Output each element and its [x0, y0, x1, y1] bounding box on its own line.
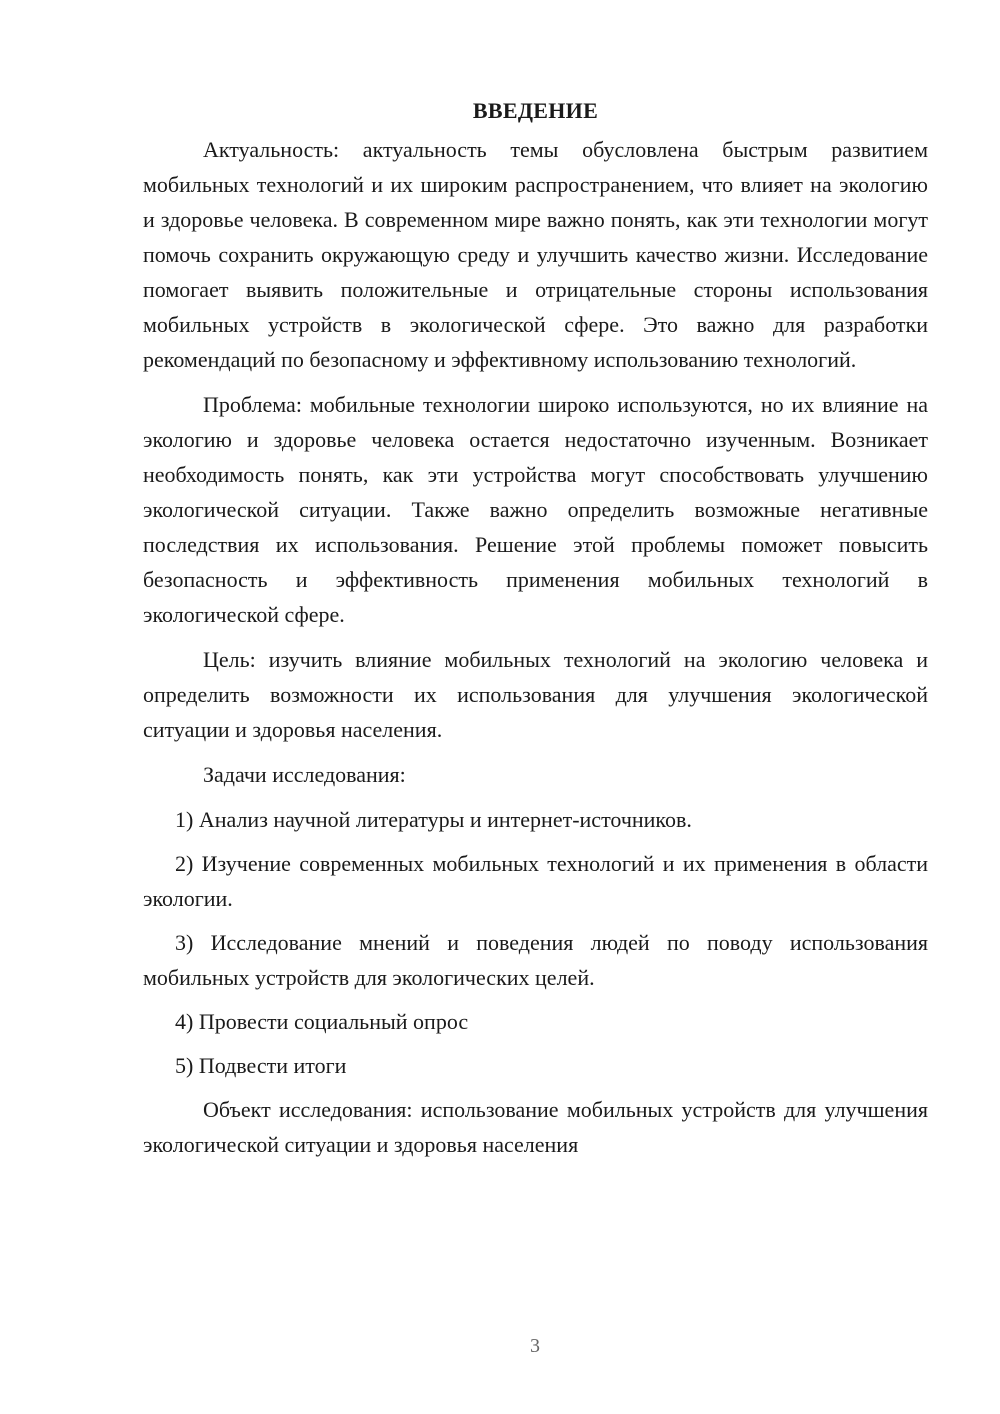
task-item-3: 3) Исследование мнений и поведения людей по поводу использования мобильных устройств для экологических целей. — [143, 930, 928, 990]
problem-paragraph: Проблема: мобильные технологии широко используются, но их влияние на экологию и здоровье человека остается недостаточно изученным. Возникает необходимость понять, как эти устройства могут способствовать улучшению экологической ситуации. Также важно определить возможные негативные последствия их использования. Решение этой проблемы поможет повысить безопасность и эффективность применения мобильных технологий в экологической сфере. — [143, 392, 928, 627]
page-number: 3 — [530, 1335, 540, 1357]
text-body — [143, 96, 928, 1172]
tasks-heading: Задачи исследования: — [203, 762, 406, 787]
goal-paragraph: Цель: изучить влияние мобильных технологий на экологию человека и определить возможности их использования для улучшения экологической ситуации и здоровья населения. — [143, 647, 928, 742]
task-item-5: 5) Подвести итоги — [175, 1053, 347, 1078]
task-item-4: 4) Провести социальный опрос — [175, 1009, 469, 1034]
task-item-1: 1) Анализ научной литературы и интернет-источников. — [175, 807, 692, 832]
relevance-paragraph: Актуальность: актуальность темы обусловлена быстрым развитием мобильных технологий и их широким распространением, что влияет на экологию и здоровье человека. В современном мире важно понять, как эти технологии могут помочь сохранить окружающую среду и улучшить качество жизни. Исследование помогает выявить положительные и отрицательные стороны использования мобильных устройств в экологической сфере. Это важно для разработки рекомендаций по безопасному и эффективному использованию технологий. — [143, 137, 928, 372]
object-paragraph: Объект исследования: использование мобильных устройств для улучшения экологической ситуации и здоровья населения — [143, 1097, 928, 1157]
task-item-2: 2) Изучение современных мобильных технологий и их применения в области экологии. — [143, 851, 928, 911]
section-heading: ВВЕДЕНИЕ — [472, 98, 599, 123]
